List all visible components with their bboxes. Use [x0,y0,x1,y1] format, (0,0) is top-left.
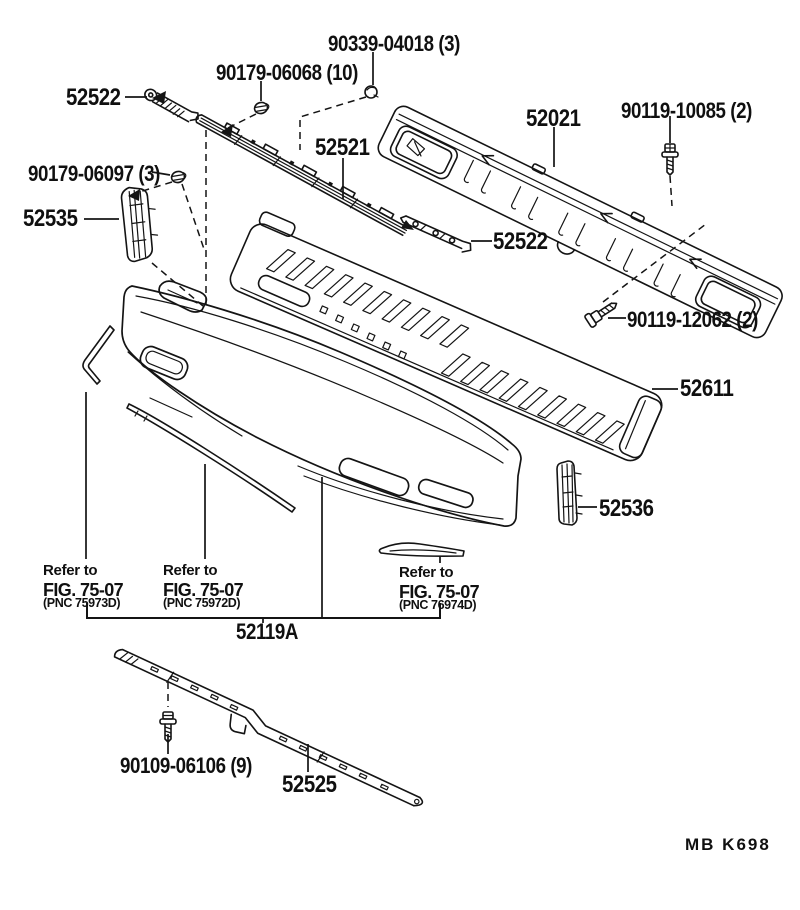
label-90179-06068: 90179-06068 (10) [216,60,358,85]
label-90339-04018: 90339-04018 (3) [328,31,460,56]
refer-line2: FIG. 75-07 [163,580,244,600]
screw-90179-upper-art [253,101,270,115]
label-90179-06097: 90179-06097 (3) [28,161,160,186]
label-52522-center: 52522 [493,228,548,255]
label-90119-10085: 90119-10085 (2) [621,98,752,123]
refer-note-76974D [399,564,479,612]
label-90119-12062: 90119-12062 (2) [627,307,758,332]
dashed-10085-to-reinforcement [670,176,672,206]
bolt-90119-10085-art [662,144,678,175]
label-52536: 52536 [599,495,654,522]
label-52119A: 52119A [236,619,298,644]
refer-line3: (PNC 75973D) [43,596,121,610]
bar-52525-art [107,647,429,816]
label-52535: 52535 [23,205,78,232]
refer-line2: FIG. 75-07 [399,582,480,602]
label-52525: 52525 [282,771,337,798]
screw-90179-06097-art [170,170,187,184]
dashed-90179-06097-down [182,184,205,252]
refer-note-75972D [163,562,243,610]
refer-line3: (PNC 75972D) [163,596,241,610]
label-90109-06106: 90109-06106 (9) [120,753,252,778]
retainer-52521-art [194,109,410,237]
refer-line1: Refer to [43,562,98,579]
refer-line2: FIG. 75-07 [43,580,124,600]
absorber-52611-art [226,209,670,465]
label-52522-upper: 52522 [66,84,121,111]
bracket-52119A [87,603,440,618]
clip-90339-art [365,86,378,98]
refer-line1: Refer to [163,562,218,579]
label-52021: 52021 [526,105,581,132]
bolt-90119-12062-art [584,298,620,328]
refer-note-75973D [43,562,123,610]
label-52521: 52521 [315,134,370,161]
refer-line3: (PNC 76974D) [399,598,477,612]
dashed-52535-to-bumper [152,263,203,306]
retainer-52522-upper-art [143,86,201,126]
retainer-52522-center-art [398,213,473,254]
bracket-52535-art [121,186,159,262]
label-52611: 52611 [680,375,734,402]
refer-line1: Refer to [399,564,454,581]
corner-seal-left-art [83,326,114,384]
page-code: MB K698 [685,835,771,854]
moulding-lower-right-art [379,543,464,556]
bracket-52536-art [557,461,582,525]
moulding-lower-left-art [127,404,295,512]
